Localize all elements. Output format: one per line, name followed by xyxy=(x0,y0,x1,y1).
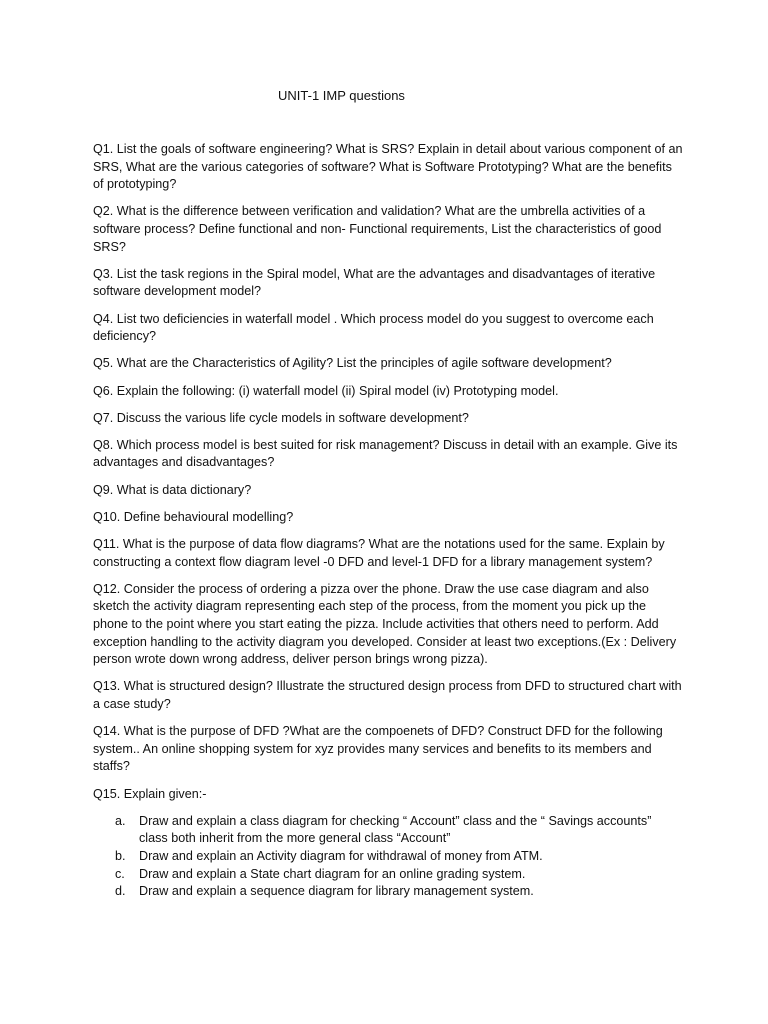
question-q6: Q6. Explain the following: (i) waterfall model (ii) Spiral model (iv) Prototyping model. xyxy=(93,383,559,398)
subitem-marker: a. xyxy=(115,813,126,828)
document-title: UNIT-1 IMP questions xyxy=(278,88,405,103)
question-q11: Q11. What is the purpose of data flow diagrams? What are the notations used for the same. Explain by constructing a context flow diagram level -0 DFD and level-1 DFD for a library management system? xyxy=(93,537,665,569)
q15-subitem xyxy=(93,866,683,884)
q15-subitem xyxy=(93,848,683,866)
question-q15-subitems xyxy=(93,813,683,901)
question-q15-heading: Q15. Explain given:- xyxy=(93,786,207,801)
subitem-text: Draw and explain an Activity diagram for withdrawal of money from ATM. xyxy=(139,848,543,863)
subitem-text: Draw and explain a State chart diagram for an online grading system. xyxy=(139,866,526,881)
question-q10: Q10. Define behavioural modelling? xyxy=(93,509,294,524)
question-list xyxy=(93,141,683,901)
subitem-marker: b. xyxy=(115,848,126,863)
subitem-marker: c. xyxy=(115,866,125,881)
question-q14: Q14. What is the purpose of DFD ?What are the compoenets of DFD? Construct DFD for the following system.. An online shopping system for xyz provides many services and benefits to its members and staffs? xyxy=(93,724,663,774)
question-q9: Q9. What is data dictionary? xyxy=(93,482,252,497)
question-q4: Q4. List two deficiencies in waterfall model . Which process model do you suggest to overcome each deficiency? xyxy=(93,311,654,344)
subitem-text: Draw and explain a sequence diagram for library management system. xyxy=(139,884,534,899)
question-q8: Q8. Which process model is best suited for risk management? Discuss in detail with an example. Give its advantages and disadvantages? xyxy=(93,437,678,470)
q15-subitem xyxy=(93,813,683,848)
question-q1: Q1. List the goals of software engineering? What is SRS? Explain in detail about various component of an SRS, What are the various categories of software? What is Software Prototyping? What are the benefits of prototyping? xyxy=(93,142,683,192)
question-q12: Q12. Consider the process of ordering a pizza over the phone. Draw the use case diagram and also sketch the activity diagram representing each step of the process, from the moment you pick up the phone to the point where you start eating the pizza. Include activities that others need to perform. Add exception handling to the activity diagram you developed. Consider at least two exceptions.(Ex : Delivery person wrote down wrong address, deliver person brings wrong pizza). xyxy=(93,581,677,667)
question-q7: Q7. Discuss the various life cycle models in software development? xyxy=(93,410,469,425)
subitem-text: Draw and explain a class diagram for checking “ Account” class and the “ Savings accounts” class both inherit from the more general class “Account” xyxy=(139,813,652,846)
question-q3: Q3. List the task regions in the Spiral model, What are the advantages and disadvantages of iterative software development model? xyxy=(93,266,656,299)
question-q13: Q13. What is structured design? Illustrate the structured design process from DFD to structured chart with a case study? xyxy=(93,679,682,711)
q15-subitem xyxy=(93,883,683,901)
question-q5: Q5. What are the Characteristics of Agility? List the principles of agile software development? xyxy=(93,356,612,371)
subitem-marker: d. xyxy=(115,884,126,899)
question-q2: Q2. What is the difference between verification and validation? What are the umbrella activities of a software process? Define functional and non- Functional requirements, List the characteristics of good SRS? xyxy=(93,204,662,254)
